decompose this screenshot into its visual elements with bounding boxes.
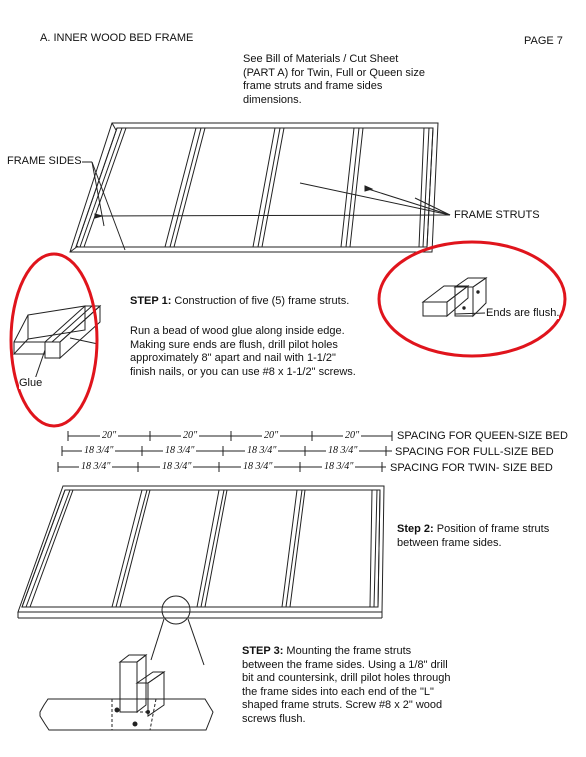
queen-dim-2: 20" [183,430,198,441]
twin-dim-3: 18 3/4" [243,461,273,472]
frame-sides-label: FRAME SIDES [7,155,82,167]
step1-title: Construction of five (5) frame struts. [171,295,350,307]
frame-struts-label: FRAME STRUTS [454,209,540,221]
step3-text [242,645,454,726]
glue-label: Glue [19,377,43,389]
step2-heading: Step 2: [397,523,434,535]
full-dim-1: 18 3/4" [84,445,114,456]
ends-flush-label: Ends are flush. [486,307,560,319]
step2-body: Position of frame struts between frame sides. [397,523,550,549]
step3-heading: STEP 3: [242,645,284,657]
queen-dim-1: 20" [102,430,117,441]
step1-heading: STEP 1: [130,295,172,307]
page-number: PAGE 7 [524,35,563,47]
queen-dim-4: 20" [345,430,360,441]
twin-dim-1: 18 3/4" [81,461,111,472]
twin-dim-4: 18 3/4" [324,461,354,472]
bom-note: See Bill of Materials / Cut Sheet (PART A) for Twin, Full or Queen size frame struts and frame sides dimensions. [243,53,425,106]
queen-dim-3: 20" [264,430,279,441]
full-dim-3: 18 3/4" [247,445,277,456]
full-spacing-label: SPACING FOR FULL-SIZE BED [395,446,554,458]
step2-text [397,523,557,550]
full-dim-4: 18 3/4" [328,445,358,456]
step3-body: Mounting the frame struts between the frame sides. Using a 1/8" drill bit and countersink, drill pilot holes through the frame sides into each end of the "L" shaped frame struts. Screw #8 x 2" wood screws flush. [242,645,451,725]
full-dim-2: 18 3/4" [165,445,195,456]
twin-dim-2: 18 3/4" [162,461,192,472]
section-title: A. INNER WOOD BED FRAME [40,32,194,44]
twin-spacing-label: SPACING FOR TWIN- SIZE BED [390,462,553,474]
queen-spacing-label: SPACING FOR QUEEN-SIZE BED [397,430,568,442]
step1-body: Run a bead of wood glue along inside edge. Making sure ends are flush, drill pilot holes approximately 8" apart and nail with 1-1/2" finish nails, or you can use #8 x 1-1/2" screws. [130,325,356,378]
